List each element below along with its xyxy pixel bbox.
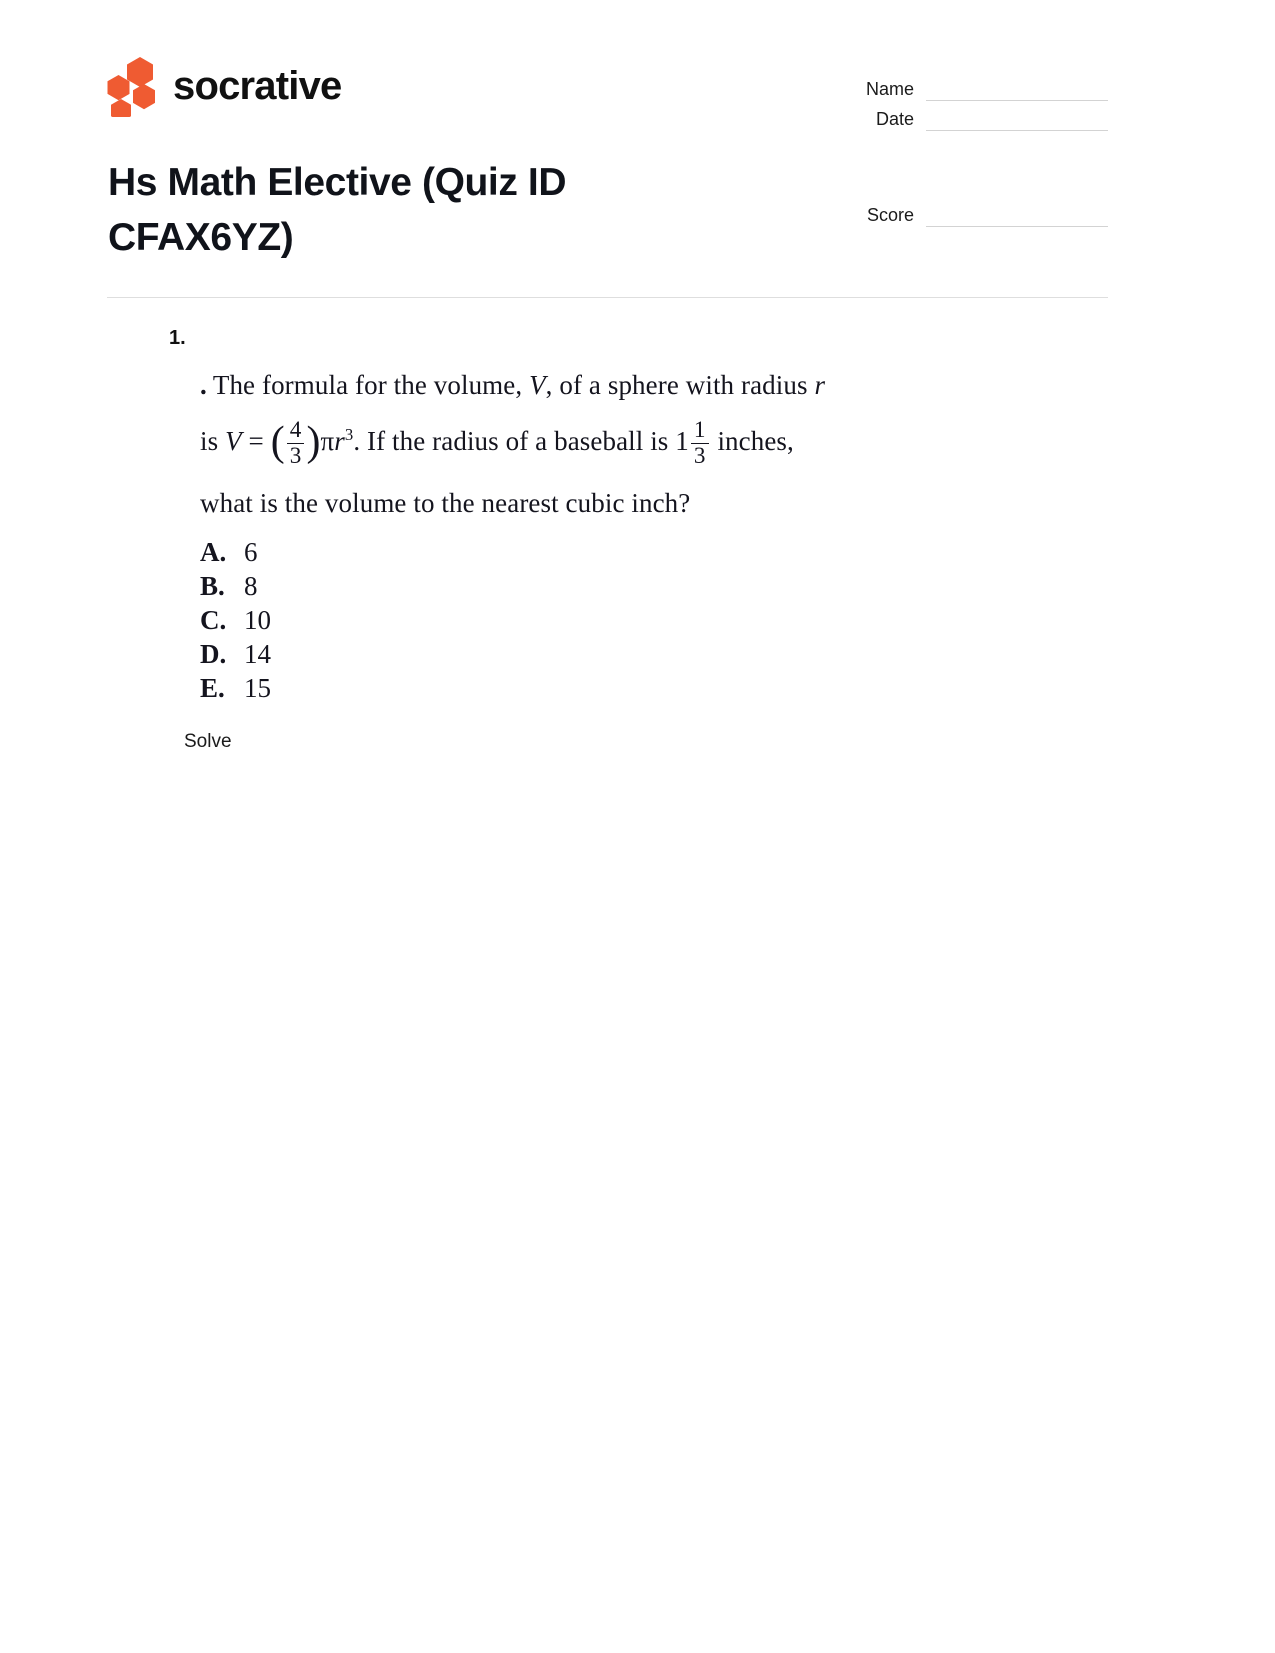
mixed-fraction-denominator: 3 [691,443,709,468]
question-body [200,362,960,705]
fraction-four-thirds [287,416,305,469]
choice-c[interactable] [200,603,960,637]
choice-c-letter: C. [200,604,227,635]
choice-b[interactable] [200,569,960,603]
student-info-fields [748,71,1108,227]
name-input-line[interactable] [926,78,1108,101]
page-title: Hs Math Elective (Quiz ID CFAX6YZ) [108,161,567,260]
answer-type-label: Solve [184,731,232,752]
name-label: Name [865,79,914,99]
choice-b-letter: B. [200,570,225,601]
stem-variable-v: V [529,370,546,400]
date-field-row [748,101,1108,131]
date-input-line[interactable] [926,108,1108,131]
fraction-denominator: 3 [287,443,305,468]
stem-text-part2: , of a sphere with radius [545,370,815,400]
choice-b-text: 8 [244,570,258,601]
score-input-line[interactable] [926,204,1108,227]
header-divider [107,297,1108,298]
formula-is: is [200,426,226,457]
choice-e[interactable] [200,671,960,705]
date-label: Date [875,109,914,129]
formula-close-paren: ) [306,419,321,466]
formula-equals: = [241,426,271,457]
choice-e-text: 15 [244,672,271,703]
stem-lead-dot: . [200,370,207,400]
radius-symbol: r [334,426,345,457]
stem-variable-r: r [814,370,826,400]
mixed-fraction-numerator: 1 [693,416,706,443]
fraction-numerator: 4 [289,416,302,443]
choice-c-text: 10 [244,604,271,635]
question-stem [200,362,960,527]
question-number: 1. [169,327,186,349]
score-field-row [748,197,1108,227]
formula-variable-v: V [225,426,242,457]
choice-a-text: 6 [244,536,258,567]
formula-open-paren: ( [270,419,285,466]
stem-text-part1: The formula for the volume, [212,370,530,400]
choice-a[interactable] [200,535,960,569]
radius-exponent: 3 [344,425,354,445]
question-prompt-line: what is the volume to the nearest cubic inch? [200,488,691,519]
name-field-row [748,71,1108,101]
choice-d-letter: D. [200,638,227,669]
page-header [107,55,1108,270]
pi-symbol: π [320,426,335,457]
choice-d[interactable] [200,637,960,671]
brand-name: socrative [173,64,342,108]
formula-units: inches, [710,426,794,457]
choice-a-letter: A. [200,536,227,567]
formula-after-text: . If the radius of a baseball is 1 [353,426,689,457]
socrative-hexagons-icon [107,55,159,117]
choice-e-letter: E. [200,672,225,703]
choice-d-text: 14 [244,638,271,669]
answer-choices [200,535,960,705]
fraction-one-third [691,416,709,469]
brand-logo [107,55,341,117]
score-label: Score [866,205,914,225]
